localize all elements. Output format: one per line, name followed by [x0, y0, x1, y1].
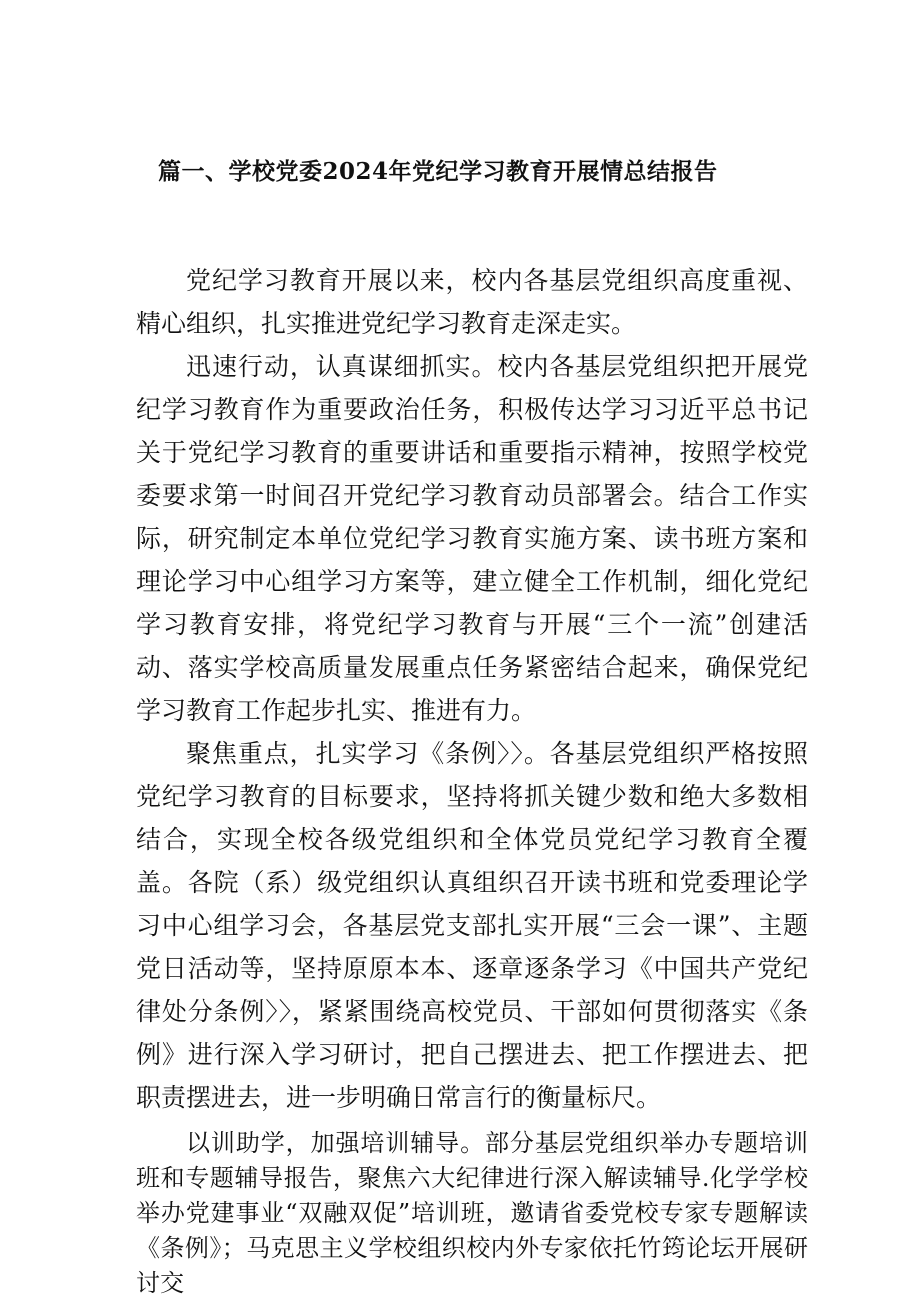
document-title: 篇一、学校党委2024年党纪学习教育开展情总结报告: [158, 158, 718, 185]
document-body: [136, 259, 808, 1301]
paragraph-intro: 党纪学习教育开展以来，校内各基层党组织高度重视、精心组织，扎实推进党纪学习教育走深走实。: [136, 266, 808, 338]
paragraph-training: 以训助学，加强培训辅导。部分基层党组织举办专题培训班和专题辅导报告，聚焦六大纪律进行深入解读辅导.化学学校举办党建事业“双融双促”培训班，邀请省委党校专家专题解读《条例》；马克思主义学校组织校内外专家依托竹筠论坛开展研讨交: [136, 1129, 808, 1297]
paragraph-rapid-action: 迅速行动，认真谋细抓实。校内各基层党组织把开展党纪学习教育作为重要政治任务，积极传达学习习近平总书记关于党纪学习教育的重要讲话和重要指示精神，按照学校党委要求第一时间召开党纪学习教育动员部署会。结合工作实际，研究制定本单位党纪学习教育实施方案、读书班方案和理论学习中心组学习方案等，建立健全工作机制，细化党纪学习教育安排，将党纪学习教育与开展“三个一流”创建活动、落实学校高质量发展重点任务紧密结合起来，确保党纪学习教育工作起步扎实、推进有力。: [136, 352, 808, 725]
paragraph-focus-study: 聚焦重点，扎实学习《条例〉〉。各基层党组织严格按照党纪学习教育的目标要求，坚持将抓关键少数和绝大多数相结合，实现全校各级党组织和全体党员党纪学习教育全覆盖。各院（系）级党组织认真组织召开读书班和党委理论学习中心组学习会，各基层党支部扎实开展“三会一课”、主题党日活动等，坚持原原本本、逐章逐条学习《中国共产党纪律处分条例〉〉，紧紧围绕高校党员、干部如何贯彻落实《条例》进行深入学习研讨，把自己摆进去、把工作摆进去、把职责摆进去，进一步明确日常言行的衡量标尺。: [136, 739, 808, 1112]
